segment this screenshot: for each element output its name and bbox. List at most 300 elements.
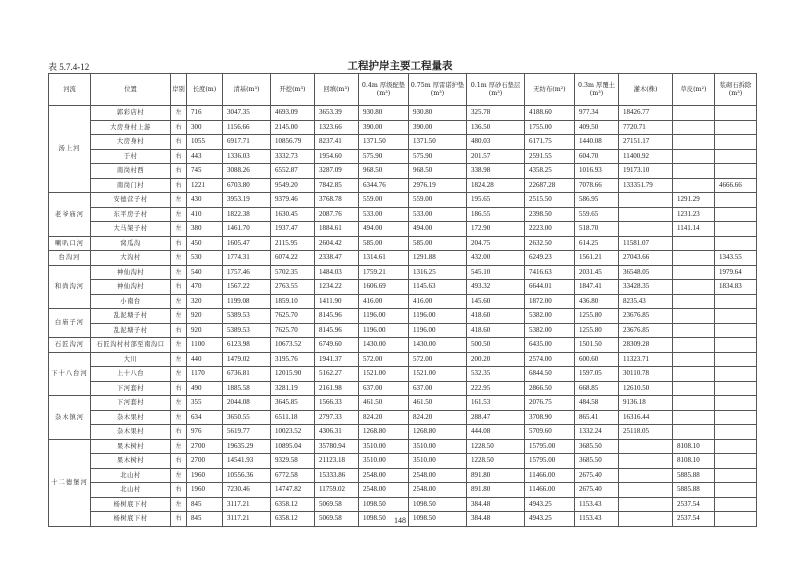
- table-row: [49, 454, 757, 469]
- value-cell: 390.00: [409, 120, 467, 135]
- value-cell: 36548.05: [619, 265, 673, 280]
- value-cell: 716: [187, 106, 223, 121]
- value-cell: 518.70: [575, 222, 619, 237]
- location-cell: 杨树底下村: [91, 497, 171, 512]
- location-cell: 大房身村: [91, 135, 171, 150]
- value-cell: 500.50: [467, 338, 525, 353]
- value-cell: 12610.50: [619, 381, 673, 396]
- value-cell: 436.80: [575, 294, 619, 309]
- value-cell: 891.80: [467, 468, 525, 483]
- value-cell: [715, 338, 757, 353]
- value-cell: 15333.86: [315, 468, 359, 483]
- value-cell: 14541.93: [223, 454, 271, 469]
- value-cell: [673, 309, 715, 324]
- value-cell: 1323.66: [315, 120, 359, 135]
- river-name: 杂木镇河: [49, 396, 91, 440]
- value-cell: 22687.28: [525, 178, 575, 193]
- value-cell: [715, 381, 757, 396]
- location-cell: 南岗村西: [91, 164, 171, 179]
- value-cell: 1755.00: [525, 120, 575, 135]
- value-cell: 1199.08: [223, 294, 271, 309]
- bank-side-cell: 右: [171, 280, 187, 295]
- location-cell: 乱泥塘子村: [91, 323, 171, 338]
- table-row: [49, 193, 757, 208]
- value-cell: 2591.55: [525, 149, 575, 164]
- bank-side-cell: 右: [171, 483, 187, 498]
- table-row: [49, 135, 757, 150]
- value-cell: 8108.10: [673, 439, 715, 454]
- location-cell: 下河套村: [91, 381, 171, 396]
- value-cell: [673, 425, 715, 440]
- value-cell: 1859.10: [271, 294, 315, 309]
- value-cell: 2223.00: [525, 222, 575, 237]
- table-row: [49, 483, 757, 498]
- value-cell: 1314.61: [359, 251, 409, 266]
- value-cell: 7078.66: [575, 178, 619, 193]
- value-cell: 9329.58: [271, 454, 315, 469]
- value-cell: 1268.80: [409, 425, 467, 440]
- column-header: 清基(m³): [223, 74, 271, 106]
- bank-side-cell: 左: [171, 396, 187, 411]
- value-cell: 6358.12: [271, 497, 315, 512]
- table-row: [49, 381, 757, 396]
- value-cell: 11759.02: [315, 483, 359, 498]
- bank-side-cell: 左: [171, 468, 187, 483]
- value-cell: 1336.03: [223, 149, 271, 164]
- column-header: 回填(m³): [315, 74, 359, 106]
- value-cell: 1100: [187, 338, 223, 353]
- value-cell: 7625.70: [271, 323, 315, 338]
- value-cell: 2087.76: [315, 207, 359, 222]
- value-cell: [673, 410, 715, 425]
- value-cell: 1566.33: [315, 396, 359, 411]
- value-cell: 16316.44: [619, 410, 673, 425]
- value-cell: 1941.37: [315, 352, 359, 367]
- value-cell: 4943.25: [525, 512, 575, 527]
- value-cell: [715, 352, 757, 367]
- value-cell: 3117.21: [223, 497, 271, 512]
- value-cell: 443: [187, 149, 223, 164]
- value-cell: 1561.21: [575, 251, 619, 266]
- table-title: 工程护岸主要工程量表: [347, 60, 453, 72]
- value-cell: 4693.09: [271, 106, 315, 121]
- value-cell: 7416.63: [525, 265, 575, 280]
- value-cell: 6171.75: [525, 135, 575, 150]
- value-cell: 300: [187, 120, 223, 135]
- value-cell: 7842.85: [315, 178, 359, 193]
- value-cell: 1440.08: [575, 135, 619, 150]
- bank-side-cell: 左: [171, 439, 187, 454]
- table-row: [49, 352, 757, 367]
- value-cell: 1098.50: [409, 512, 467, 527]
- value-cell: 745: [187, 164, 223, 179]
- value-cell: 2044.08: [223, 396, 271, 411]
- value-cell: [715, 309, 757, 324]
- value-cell: 865.41: [575, 410, 619, 425]
- value-cell: 3047.35: [223, 106, 271, 121]
- value-cell: 559.00: [359, 193, 409, 208]
- table-row: [49, 207, 757, 222]
- value-cell: 3510.00: [359, 454, 409, 469]
- value-cell: 5389.53: [223, 323, 271, 338]
- value-cell: 2574.00: [525, 352, 575, 367]
- river-name: 石匠沟河: [49, 338, 91, 353]
- bank-side-cell: 右: [171, 454, 187, 469]
- value-cell: [673, 294, 715, 309]
- value-cell: 484.58: [575, 396, 619, 411]
- column-header: 长度(m): [187, 74, 223, 106]
- value-cell: 2866.50: [525, 381, 575, 396]
- value-cell: 6249.23: [525, 251, 575, 266]
- value-cell: 634: [187, 410, 223, 425]
- value-cell: 2076.75: [525, 396, 575, 411]
- location-cell: 大马架子村: [91, 222, 171, 237]
- value-cell: 418.60: [467, 309, 525, 324]
- value-cell: 14747.82: [271, 483, 315, 498]
- value-cell: 3685.50: [575, 439, 619, 454]
- value-cell: 416.00: [359, 294, 409, 309]
- value-cell: 21123.18: [315, 454, 359, 469]
- table-row: [49, 222, 757, 237]
- value-cell: [715, 439, 757, 454]
- value-cell: 6435.00: [525, 338, 575, 353]
- value-cell: 5619.77: [223, 425, 271, 440]
- value-cell: [715, 410, 757, 425]
- value-cell: 575.90: [359, 149, 409, 164]
- value-cell: 1885.58: [223, 381, 271, 396]
- value-cell: 6074.22: [271, 251, 315, 266]
- value-cell: 5702.35: [271, 265, 315, 280]
- value-cell: 9379.46: [271, 193, 315, 208]
- value-cell: 968.50: [359, 164, 409, 179]
- value-cell: 6772.58: [271, 468, 315, 483]
- value-cell: 1255.80: [575, 309, 619, 324]
- bank-side-cell: 左: [171, 106, 187, 121]
- value-cell: [673, 178, 715, 193]
- value-cell: 1196.00: [409, 323, 467, 338]
- bank-side-cell: 右: [171, 178, 187, 193]
- table-row: [49, 425, 757, 440]
- bank-side-cell: 左: [171, 294, 187, 309]
- location-cell: 大房身村上游: [91, 120, 171, 135]
- value-cell: 1291.29: [673, 193, 715, 208]
- value-cell: 2338.47: [315, 251, 359, 266]
- value-cell: 186.55: [467, 207, 525, 222]
- value-cell: 1153.43: [575, 512, 619, 527]
- value-cell: 3653.39: [315, 106, 359, 121]
- value-cell: 4358.25: [525, 164, 575, 179]
- value-cell: 5885.88: [673, 483, 715, 498]
- value-cell: 1822.38: [223, 207, 271, 222]
- value-cell: 1016.93: [575, 164, 619, 179]
- value-cell: 1371.50: [359, 135, 409, 150]
- value-cell: 4306.31: [315, 425, 359, 440]
- value-cell: [673, 236, 715, 251]
- table-row: [49, 164, 757, 179]
- value-cell: 461.50: [409, 396, 467, 411]
- value-cell: 2031.45: [575, 265, 619, 280]
- column-header: 开挖(m³): [271, 74, 315, 106]
- value-cell: 30110.78: [619, 367, 673, 382]
- value-cell: 23676.85: [619, 323, 673, 338]
- bank-side-cell: 右: [171, 323, 187, 338]
- value-cell: 891.80: [467, 483, 525, 498]
- value-cell: 19635.29: [223, 439, 271, 454]
- value-cell: 8235.43: [619, 294, 673, 309]
- value-cell: 1872.00: [525, 294, 575, 309]
- value-cell: 10023.52: [271, 425, 315, 440]
- bank-side-cell: 左: [171, 352, 187, 367]
- table-row: [49, 265, 757, 280]
- column-header: 0.75m 厚雷诺护垫(m³): [409, 74, 467, 106]
- page-number: 148: [394, 516, 406, 525]
- value-cell: 1979.64: [715, 265, 757, 280]
- location-cell: 北山村: [91, 468, 171, 483]
- table-row: [49, 178, 757, 193]
- value-cell: [715, 454, 757, 469]
- value-cell: 11400.92: [619, 149, 673, 164]
- value-cell: 585.00: [359, 236, 409, 251]
- value-cell: 2548.00: [359, 468, 409, 483]
- value-cell: [715, 323, 757, 338]
- value-cell: 920: [187, 309, 223, 324]
- value-cell: 1291.88: [409, 251, 467, 266]
- location-cell: 杂木果村: [91, 410, 171, 425]
- location-cell: 大沟村: [91, 251, 171, 266]
- value-cell: 161.53: [467, 396, 525, 411]
- value-cell: 172.90: [467, 222, 525, 237]
- value-cell: 1170: [187, 367, 223, 382]
- value-cell: 6123.98: [223, 338, 271, 353]
- value-cell: 493.32: [467, 280, 525, 295]
- value-cell: 133351.79: [619, 178, 673, 193]
- value-cell: 3708.90: [525, 410, 575, 425]
- value-cell: 545.10: [467, 265, 525, 280]
- value-cell: [715, 483, 757, 498]
- value-cell: 7720.71: [619, 120, 673, 135]
- value-cell: [673, 352, 715, 367]
- value-cell: 668.85: [575, 381, 619, 396]
- column-header: 0.1m 厚砂石垫层(m³): [467, 74, 525, 106]
- value-cell: 11466.00: [525, 483, 575, 498]
- bank-side-cell: 左: [171, 309, 187, 324]
- river-name: 白庙子河: [49, 309, 91, 338]
- value-cell: [673, 381, 715, 396]
- bank-side-cell: 左: [171, 410, 187, 425]
- value-cell: 2700: [187, 454, 223, 469]
- value-cell: 12015.90: [271, 367, 315, 382]
- value-cell: 2537.54: [673, 512, 715, 527]
- value-cell: 1521.00: [409, 367, 467, 382]
- value-cell: 1937.47: [271, 222, 315, 237]
- value-cell: 1847.41: [575, 280, 619, 295]
- value-cell: 8237.41: [315, 135, 359, 150]
- value-cell: 824.20: [409, 410, 467, 425]
- value-cell: [715, 396, 757, 411]
- value-cell: 930.80: [409, 106, 467, 121]
- value-cell: 390.00: [359, 120, 409, 135]
- value-cell: 1228.50: [467, 439, 525, 454]
- value-cell: 1231.23: [673, 207, 715, 222]
- value-cell: 1411.90: [315, 294, 359, 309]
- value-cell: [619, 468, 673, 483]
- value-cell: 1954.60: [315, 149, 359, 164]
- table-row: [49, 497, 757, 512]
- value-cell: 1884.61: [315, 222, 359, 237]
- value-cell: [673, 323, 715, 338]
- value-cell: 572.00: [409, 352, 467, 367]
- location-cell: 果木树村: [91, 454, 171, 469]
- value-cell: 1757.46: [223, 265, 271, 280]
- table-row: [49, 367, 757, 382]
- value-cell: 1343.55: [715, 251, 757, 266]
- value-cell: 380: [187, 222, 223, 237]
- value-cell: 1521.00: [359, 367, 409, 382]
- value-cell: 6917.71: [223, 135, 271, 150]
- value-cell: [673, 120, 715, 135]
- value-cell: 3088.26: [223, 164, 271, 179]
- value-cell: 2700: [187, 439, 223, 454]
- value-cell: 28309.28: [619, 338, 673, 353]
- location-cell: 东平房子村: [91, 207, 171, 222]
- table-row: [49, 120, 757, 135]
- value-cell: 7230.46: [223, 483, 271, 498]
- value-cell: 8145.96: [315, 309, 359, 324]
- value-cell: 1430.00: [359, 338, 409, 353]
- value-cell: 614.25: [575, 236, 619, 251]
- header-row: [49, 74, 757, 106]
- value-cell: 9136.18: [619, 396, 673, 411]
- value-cell: 355: [187, 396, 223, 411]
- value-cell: 480.03: [467, 135, 525, 150]
- bank-side-cell: 左: [171, 367, 187, 382]
- location-cell: 神仙沟村: [91, 280, 171, 295]
- value-cell: 3768.78: [315, 193, 359, 208]
- value-cell: 586.95: [575, 193, 619, 208]
- value-cell: 920: [187, 323, 223, 338]
- value-cell: 384.48: [467, 497, 525, 512]
- value-cell: 1371.50: [409, 135, 467, 150]
- location-cell: 小南台: [91, 294, 171, 309]
- value-cell: 5069.58: [315, 512, 359, 527]
- value-cell: 6344.76: [359, 178, 409, 193]
- value-cell: 288.47: [467, 410, 525, 425]
- value-cell: 1055: [187, 135, 223, 150]
- value-cell: [715, 425, 757, 440]
- value-cell: 540: [187, 265, 223, 280]
- value-cell: [715, 294, 757, 309]
- column-header: 河流: [49, 74, 91, 106]
- bank-side-cell: 右: [171, 149, 187, 164]
- value-cell: 1630.45: [271, 207, 315, 222]
- value-cell: 1196.00: [359, 323, 409, 338]
- value-cell: 637.00: [359, 381, 409, 396]
- value-cell: 533.00: [359, 207, 409, 222]
- value-cell: 3650.55: [223, 410, 271, 425]
- value-cell: 145.60: [467, 294, 525, 309]
- value-cell: [715, 207, 757, 222]
- value-cell: 845: [187, 497, 223, 512]
- value-cell: [673, 265, 715, 280]
- value-cell: 6749.60: [315, 338, 359, 353]
- value-cell: 575.90: [409, 149, 467, 164]
- value-cell: 2515.50: [525, 193, 575, 208]
- value-cell: 1316.25: [409, 265, 467, 280]
- value-cell: [715, 236, 757, 251]
- value-cell: 432.00: [467, 251, 525, 266]
- value-cell: 3281.19: [271, 381, 315, 396]
- bank-side-cell: 左: [171, 207, 187, 222]
- value-cell: 494.00: [359, 222, 409, 237]
- value-cell: 1156.66: [223, 120, 271, 135]
- value-cell: 35780.94: [315, 439, 359, 454]
- bank-side-cell: 右: [171, 512, 187, 527]
- table-row: [49, 106, 757, 121]
- value-cell: [715, 222, 757, 237]
- value-cell: 416.00: [409, 294, 467, 309]
- value-cell: 1606.69: [359, 280, 409, 295]
- value-cell: 1228.50: [467, 454, 525, 469]
- bank-side-cell: 左: [171, 193, 187, 208]
- value-cell: [619, 193, 673, 208]
- value-cell: 968.50: [409, 164, 467, 179]
- value-cell: 2675.40: [575, 483, 619, 498]
- value-cell: 33428.35: [619, 280, 673, 295]
- location-cell: 于村: [91, 149, 171, 164]
- table-row: [49, 410, 757, 425]
- value-cell: 532.35: [467, 367, 525, 382]
- bank-side-cell: 左: [171, 338, 187, 353]
- value-cell: 8108.10: [673, 454, 715, 469]
- value-cell: [673, 106, 715, 121]
- location-cell: 郭彩店村: [91, 106, 171, 121]
- value-cell: 1597.05: [575, 367, 619, 382]
- value-cell: 3287.09: [315, 164, 359, 179]
- table-row: [49, 149, 757, 164]
- value-cell: [673, 396, 715, 411]
- value-cell: 637.00: [409, 381, 467, 396]
- value-cell: [673, 251, 715, 266]
- value-cell: 3685.50: [575, 454, 619, 469]
- value-cell: 23676.85: [619, 309, 673, 324]
- column-header: 草皮(m²): [673, 74, 715, 106]
- location-cell: 杨树底下村: [91, 512, 171, 527]
- value-cell: 604.70: [575, 149, 619, 164]
- location-cell: 大川: [91, 352, 171, 367]
- value-cell: 6358.12: [271, 512, 315, 527]
- value-cell: 1196.00: [409, 309, 467, 324]
- bank-side-cell: 右: [171, 164, 187, 179]
- table-row: [49, 323, 757, 338]
- value-cell: 1960: [187, 468, 223, 483]
- value-cell: 494.00: [409, 222, 467, 237]
- value-cell: 11581.07: [619, 236, 673, 251]
- bank-side-cell: 左: [171, 251, 187, 266]
- value-cell: 6552.87: [271, 164, 315, 179]
- value-cell: [619, 454, 673, 469]
- value-cell: 1567.22: [223, 280, 271, 295]
- value-cell: 1774.31: [223, 251, 271, 266]
- value-cell: 4188.60: [525, 106, 575, 121]
- value-cell: 8145.96: [315, 323, 359, 338]
- value-cell: 5162.27: [315, 367, 359, 382]
- value-cell: 2797.33: [315, 410, 359, 425]
- location-cell: 乱泥塘子村: [91, 309, 171, 324]
- value-cell: 7625.70: [271, 309, 315, 324]
- value-cell: 1268.80: [359, 425, 409, 440]
- value-cell: 444.08: [467, 425, 525, 440]
- river-name: 老爷庙河: [49, 193, 91, 237]
